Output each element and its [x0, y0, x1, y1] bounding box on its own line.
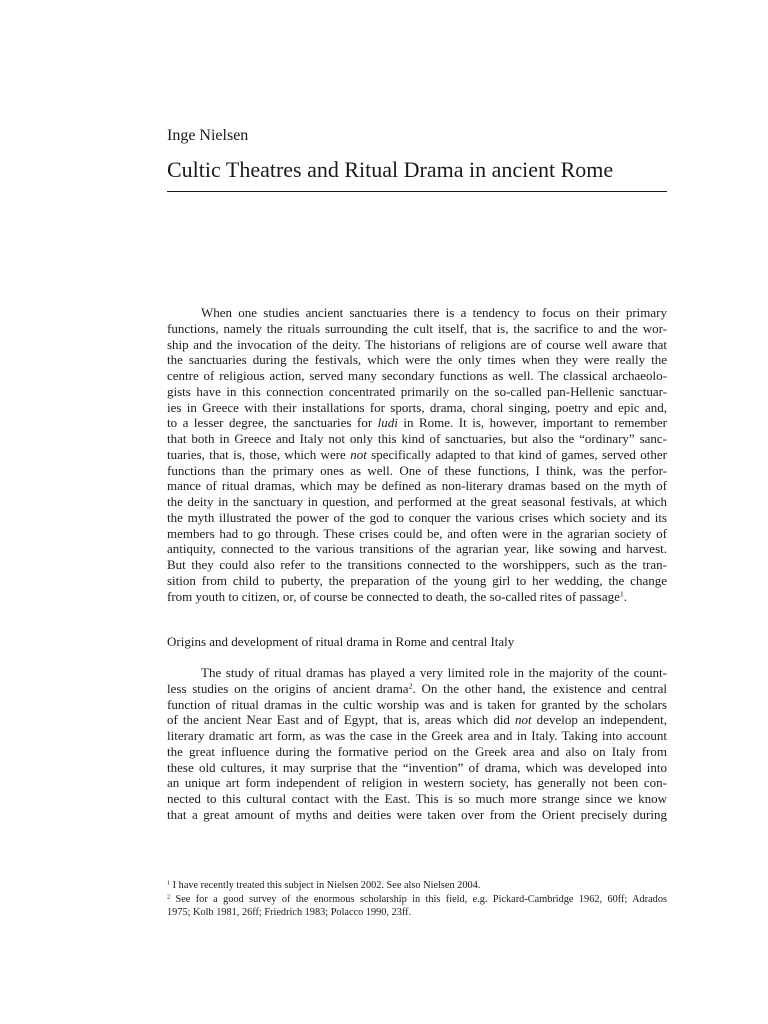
text-run: develop an independent, — [531, 712, 667, 728]
text-line — [167, 681, 667, 697]
text-line — [167, 712, 667, 728]
text-line: antiquity, connected to the various transitions of the agrarian year, like sowing and harvest. — [167, 541, 667, 557]
text-run: . — [623, 588, 628, 604]
italic-term: ludi — [377, 415, 398, 431]
text-line — [167, 589, 667, 605]
footnote-number: 2 — [167, 893, 171, 901]
text-line: the great influence during the formative period on the Greek area and also on Italy from — [167, 743, 667, 759]
text-run: . On the other hand, the existence and central — [412, 680, 667, 696]
title-rule — [167, 191, 667, 192]
footnote-1 — [167, 879, 667, 893]
author-name: Inge Nielsen — [167, 127, 249, 144]
text-run: tuaries, that is, those, which were — [167, 446, 351, 462]
text-line: that both in Greece and Italy not only this kind of sanctuaries, but also the “ordinary” sanc- — [167, 431, 667, 446]
italic-term: not — [515, 712, 532, 728]
text-line: the myth illustrated the power of the god to conquer the various crises which society and its — [167, 509, 667, 525]
footnote-ref[interactable]: 1 — [619, 589, 624, 599]
text-line: members had to go through. These crises could be, and often were in the agrarian society of — [167, 525, 667, 541]
text-run: less studies on the origins of ancient drama — [167, 680, 409, 696]
paragraph-intro — [167, 305, 667, 604]
footnote-text: See for a good survey of the enormous scholarship in this field, e.g. Pickard-Cambridge 1962, 60ff; Adrados — [170, 893, 667, 905]
footnote-2-continued: 1975; Kolb 1981, 26ff; Friedrich 1983; Polacco 1990, 23ff. — [167, 907, 412, 918]
text-run: of the ancient Near East and of Egypt, that is, areas which did — [167, 712, 515, 728]
text-line: functions, namely the rituals surrounding the cult itself, that is, the sacrifice to and the wor- — [167, 320, 667, 336]
text-line: an unique art form independent of religion in western society, has generally not been con- — [167, 775, 667, 791]
text-line — [167, 415, 667, 431]
text-line: the sanctuaries during the festivals, which were the only times when they were really the — [167, 352, 667, 368]
text-line: centre of religious action, served many secondary functions as well. The classical archaeolo- — [167, 368, 667, 383]
text-line: nected to this cultural contact with the East. This is so much more strange since we know — [167, 791, 667, 806]
footnote-text: I have recently treated this subject in Nielsen 2002. See also Nielsen 2004. — [170, 880, 481, 891]
text-run: specifically adapted to that kind of games, served other — [366, 446, 667, 462]
article-title: Cultic Theatres and Ritual Drama in ancient Rome — [167, 157, 614, 182]
section-heading: Origins and development of ritual drama in Rome and central Italy — [167, 634, 515, 649]
text-line: function of ritual dramas in the cultic worship was and is taken for granted by the scholars — [167, 696, 667, 712]
text-line: sition from child to puberty, the preparation of the young girl to her wedding, the change — [167, 572, 667, 588]
footnote-ref[interactable]: 2 — [408, 681, 413, 691]
text-line — [167, 447, 667, 463]
footnote-2 — [167, 893, 667, 907]
text-run: from youth to citizen, or, of course be connected to death, the so-called rites of passage — [167, 588, 620, 604]
text-line: But they could also refer to the transitions connected to the worshippers, such as the tran- — [167, 557, 667, 572]
text-line: the deity in the sanctuary in question, and performed at the great seasonal festivals, at which — [167, 494, 667, 509]
text-line: functions than the primary ones as well. One of these functions, I think, was the perfor- — [167, 462, 667, 478]
text-line: that a great amount of myths and deities were taken over from the Orient precisely during — [167, 806, 667, 822]
text-line: these old cultures, it may surprise that the “invention” of drama, which was developed into — [167, 759, 667, 775]
text-run: to a lesser degree, the sanctuaries for — [167, 415, 378, 431]
text-line: The study of ritual dramas has played a very limited role in the majority of the count- — [201, 665, 667, 680]
text-line: gists have in this connection concentrated primarily on the so-called pan-Hellenic sanctuar- — [167, 383, 667, 399]
text-run: in Rome. It is, however, important to remember — [397, 415, 667, 431]
text-line: ship and the invocation of the deity. The historians of religions are of course well aware that — [167, 336, 667, 352]
text-line: When one studies ancient sanctuaries there is a tendency to focus on their primary — [201, 305, 667, 320]
italic-term: not — [350, 446, 367, 462]
text-line: mance of ritual dramas, which may be defined as non-literary dramas based on the myth of — [167, 478, 667, 494]
footnote-number: 1 — [167, 879, 171, 887]
text-line: literary dramatic art form, as was the case in the Greek area and in Italy. Taking into account — [167, 728, 667, 743]
text-line: ies in Greece with their installations for sports, drama, choral singing, poetry and epic and, — [167, 399, 667, 415]
footnotes — [167, 879, 667, 920]
paragraph-origins — [167, 665, 667, 823]
